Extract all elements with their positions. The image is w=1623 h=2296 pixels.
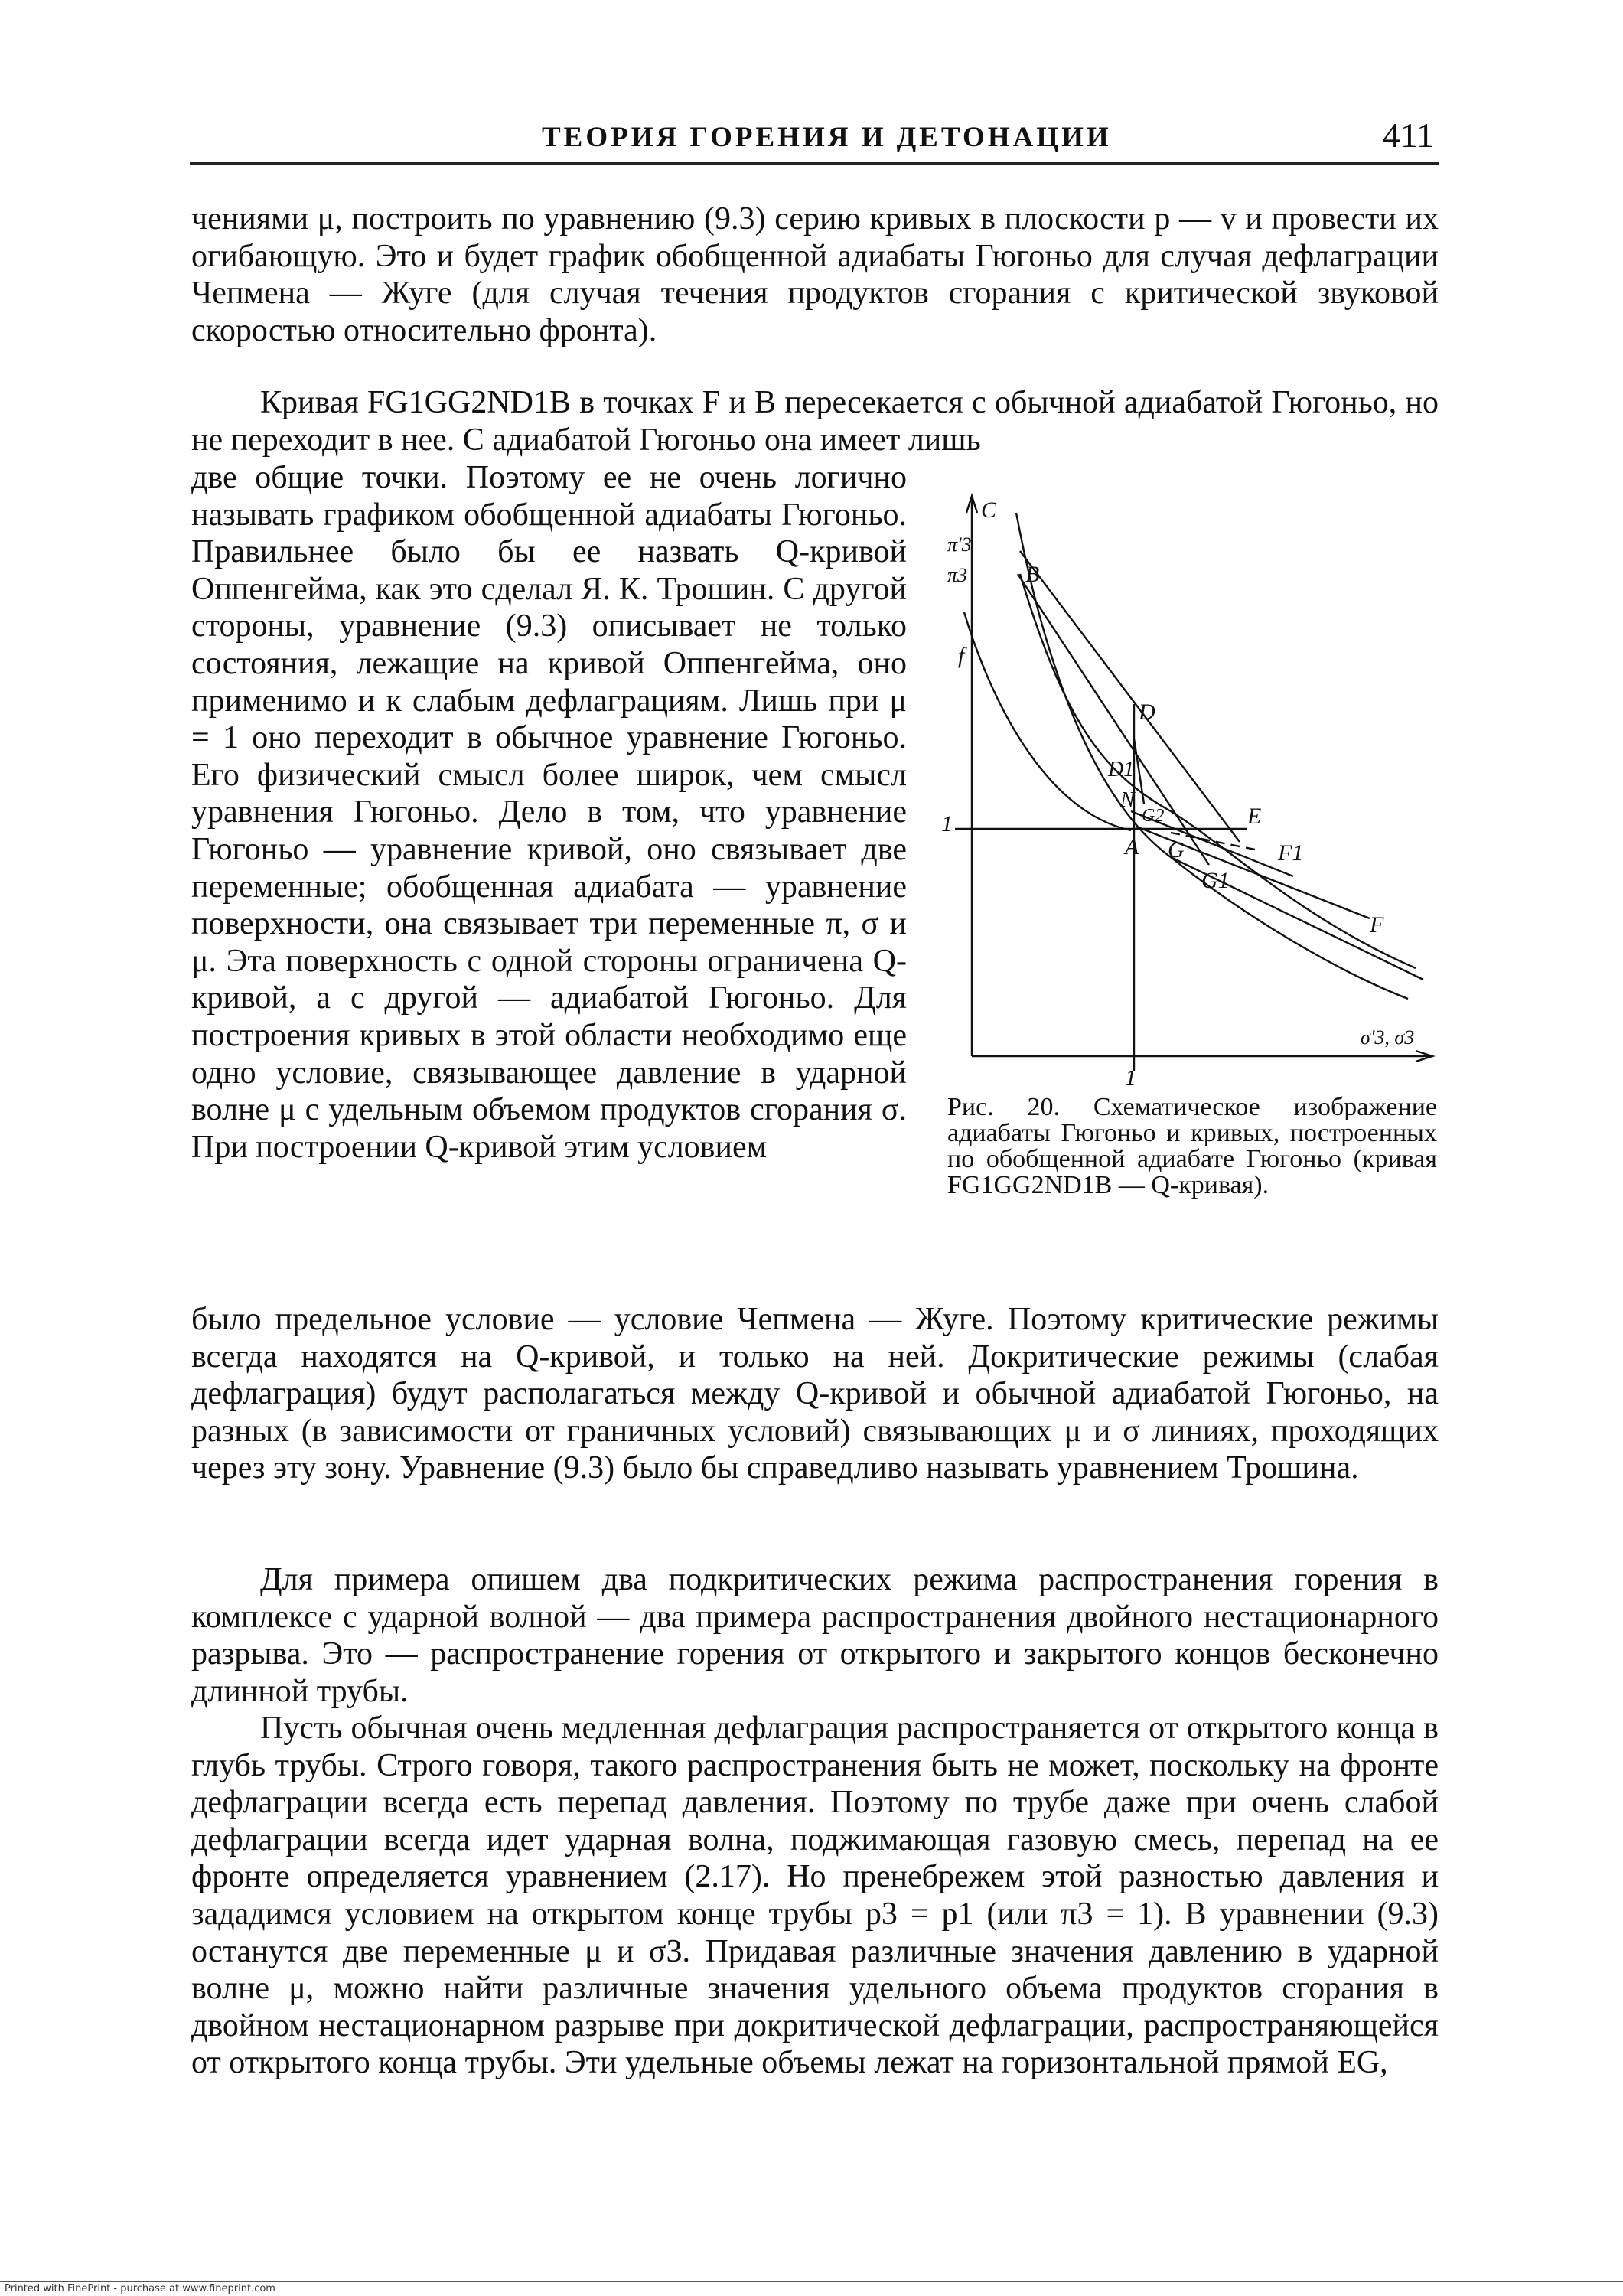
label-F: F (1370, 912, 1384, 938)
hugoniot-adiabat (1016, 513, 1408, 999)
label-A: A (1125, 834, 1139, 859)
print-footer: Printed with FinePrint - purchase at www.fineprint.com (0, 2281, 1623, 2296)
label-B: B (1025, 562, 1040, 587)
label-one-bottom: 1 (1125, 1065, 1136, 1091)
segment-D-D1 (1134, 739, 1144, 804)
label-C: C (981, 497, 997, 523)
running-title: ТЕОРИЯ ГОРЕНИЯ И ДЕТОНАЦИИ (542, 122, 1112, 153)
label-sigma: σ'3, σ3 (1361, 1026, 1415, 1049)
tangent-line-2 (1018, 574, 1209, 865)
label-pi3: π3 (947, 564, 968, 586)
label-G: G (1168, 837, 1185, 863)
label-G1: G1 (1201, 868, 1230, 893)
label-D1: D1 (1108, 758, 1135, 781)
label-G2: G2 (1142, 806, 1165, 826)
paragraph-2-continued: было предельное условие — условие Чепмена — Жуге. Поэтому критические режимы всегда находятся на Q-кривой, и только на ней. Докритические режимы (слабая дефлаграция) будут располагаться между Q-кривой и обычной адиабатой Гюгоньо, на разных (в зависимости от граничных условий) связывающих μ и σ линиях, проходящих через эту зону. Уравнение (9.3) было бы справедливо называть уравнением Трошина. (191, 1302, 1439, 1486)
label-D: D (1139, 700, 1155, 725)
paragraph-2-lead: Кривая FG1GG2ND1B в точках F и B пересекается с обычной адиабатой Гюгоньо, но не переходит в нее. С адиабатой Гюгоньо она имеет лишь (191, 385, 1439, 458)
label-N: N (1120, 788, 1135, 812)
paragraph-1: чениями μ, построить по уравнению (9.3) серию кривых в плоскости p — v и провести их огибающую. Это и будет график обобщенной адиабаты Гюгоньо для случая дефлаграции Чепмена — Жуге (для случая течения продуктов сгорания с критической звуковой скоростью относительно фронта). (191, 201, 1439, 348)
paragraph-3: Для примера опишем два подкритических режима распространения горения в комплексе с ударной волной — два примера распространения двойного нестационарного разрыва. Это — распространение горения от открытого и закрытого концов бесконечно длинной трубы. (191, 1562, 1439, 1709)
label-pi3-prime: π'3 (947, 533, 972, 556)
page-number: 411 (1382, 116, 1434, 155)
q-curve (1020, 574, 1416, 968)
header-rule (190, 162, 1439, 165)
paragraph-4: Пусть обычная очень медленная дефлаграция распространяется от открытого конца в глубь трубы. Строго говоря, такого распространения быть не может, поскольку на фронте дефлаграции всегда есть перепад давления. Поэтому по трубе даже при очень слабой дефлаграции всегда идет ударная волна, поджимающая газовую смесь, перепад на ее фронте определяется уравнением (2.17). Но пренебрежем этой разностью давления и зададимся условием на открытом конце трубы p3 = p1 (или π3 = 1). В уравнении (9.3) останутся две переменные μ и σ3. Придавая различные значения давлению в ударной волне μ, можно найти различные значения удельного объема продуктов сгорания в двойном нестационарном разрыве при докритической дефлаграции, распространяющейся от открытого конца трубы. Эти удельные объемы лежат на горизонтальной прямой EG, (191, 1711, 1439, 2081)
figure-caption: Рис. 20. Схематическое изображение адиабаты Гюгоньо и кривых, построенных по обобщенной адиабате Гюгоньо (кривая FG1GG2ND1B — Q-кривая). (947, 1093, 1437, 1199)
running-header (190, 115, 1439, 159)
paragraph-2-wrapped: две общие точки. Поэтому ее не очень логично называть графиком обобщенной адиабаты Гюгоньо. Правильнее было бы ее назвать Q-кривой Оппенгейма, как это сделал Я. К. Трошин. С другой стороны, уравнение (9.3) описывает не только состояния, лежащие на кривой Оппенгейма, оно применимо и к слабым дефлаграциям. Лишь при μ = 1 оно переходит в обычное уравнение Гюгоньо. Его физический смысл более широк, чем смысл уравнения Гюгоньо. Дело в том, что уравнение Гюгоньо — уравнение кривой, оно связывает две переменные; обобщенная адиабата — уравнение поверхности, она связывает три переменные π, σ и μ. Эта поверхность с одной стороны ограничена Q-кривой, а с другой — адиабатой Гюгоньо. Для построения кривых в этой области необходимо еще одно условие, связывающее давление в ударной волне μ с удельным объемом продуктов сгорания σ. При построении Q-кривой этим условием (191, 460, 907, 1165)
label-f: f (958, 643, 965, 668)
label-F1: F1 (1278, 840, 1304, 866)
hugoniot-figure (941, 490, 1439, 1094)
label-one-left: 1 (941, 811, 953, 837)
label-E: E (1247, 804, 1262, 829)
